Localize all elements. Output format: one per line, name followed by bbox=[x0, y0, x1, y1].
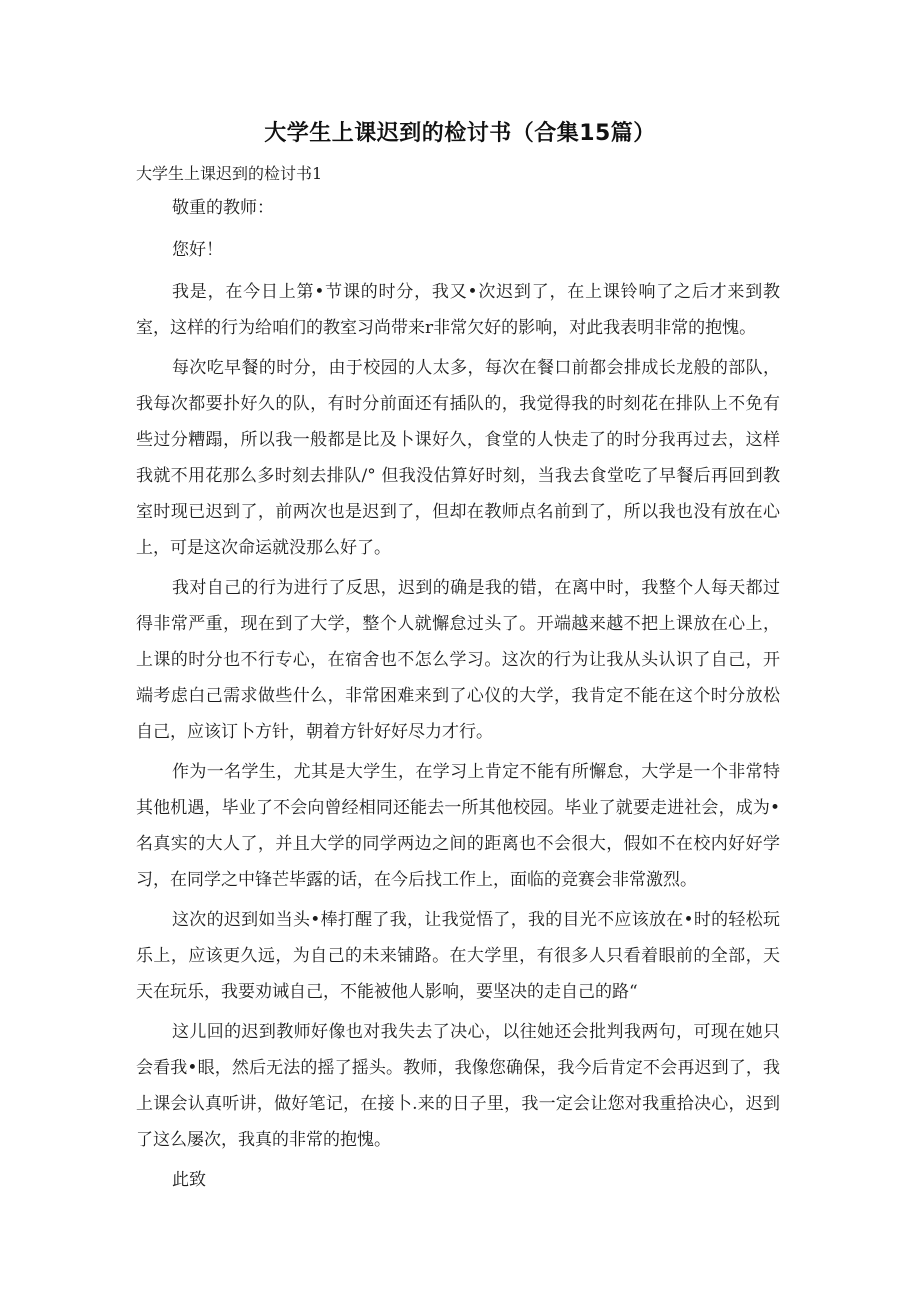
greeting: 您好！ bbox=[172, 240, 223, 260]
document-body bbox=[136, 160, 780, 1204]
paragraph-1: 我是，在今日上第•节课的时分，我又•次迟到了，在上课铃响了之后才来到教室，这样的行为给咱们的教室习尚带来r非常欠好的影响，对此我表明非常的抱愧。 bbox=[136, 282, 780, 338]
paragraph-2: 每次吃早餐的时分，由于校园的人太多，每次在餐口前都会排成长龙般的部队，我每次都要扑好久的队，有时分前面还有插队的，我觉得我的时刻花在排队上不免有些过分糟蹋，所以我一般都是比及卜课好久，食堂的人快走了的时分我再过去，这样我就不用花那么多时刻去排队/° 但我没估算好时刻，当我去食堂吃了早餐后再回到教室时现已迟到了，前两次也是迟到了，但却在教师点名前到了，所以我也没有放在心上，可是这次命运就没那么好了。 bbox=[136, 358, 780, 558]
paragraph-6: 这儿回的迟到教师好像也对我失去了决心，以往她还会批判我两句，可现在她只会看我•眼，然后无法的摇了摇头。教师，我像您确保，我今后肯定不会再迟到了，我上课会认真听讲，做好笔记，在接卜.来的日子里，我一定会让您对我重拾决心，迟到了这么屡次，我真的非常的抱愧。 bbox=[136, 1022, 780, 1150]
paragraph-3: 我对自己的行为进行了反思，迟到的确是我的错，在离中时，我整个人每天都过得非常严重，现在到了大学，整个人就懈怠过头了。开端越来越不把上课放在心上，上课的时分也不行专心，在宿舍也不怎么学习。这次的行为让我从头认识了自己，开端考虑白己需求做些什么，非常困难来到了心仪的大学，我肯定不能在这个时分放松自己，应该订卜方针，朝着方针好好尽力才行。 bbox=[136, 578, 780, 742]
paragraph-5: 这次的迟到如当头•棒打醒了我，让我觉悟了，我的目光不应该放在•时的轻松玩乐上，应该更久远，为自己的未来铺路。在大学里，有很多人只看着眼前的全部，天天在玩乐，我要劝诫自己，不能被他人影响，要坚决的走自己的路“ bbox=[136, 910, 780, 1002]
salutation: 敬重的教师： bbox=[172, 198, 274, 218]
document-title: 大学生上课迟到的检讨书（合集15篇） bbox=[264, 121, 656, 146]
paragraph-4: 作为一名学生，尤其是大学生，在学习上肯定不能有所懈怠，大学是一个非常特其他机遇，毕业了不会向曾经相同还能去一所其他校园。毕业了就要走进社会，成为•名真实的大人了，并且大学的同学两边之间的距离也不会很大，假如不在校内好好学习，在同学之中锋芒毕露的话，在今后找工作上，面临的竞赛会非常激烈。 bbox=[136, 762, 780, 890]
closing: 此致 bbox=[172, 1170, 206, 1190]
section-heading: 大学生上课迟到的检讨书1 bbox=[136, 164, 323, 183]
